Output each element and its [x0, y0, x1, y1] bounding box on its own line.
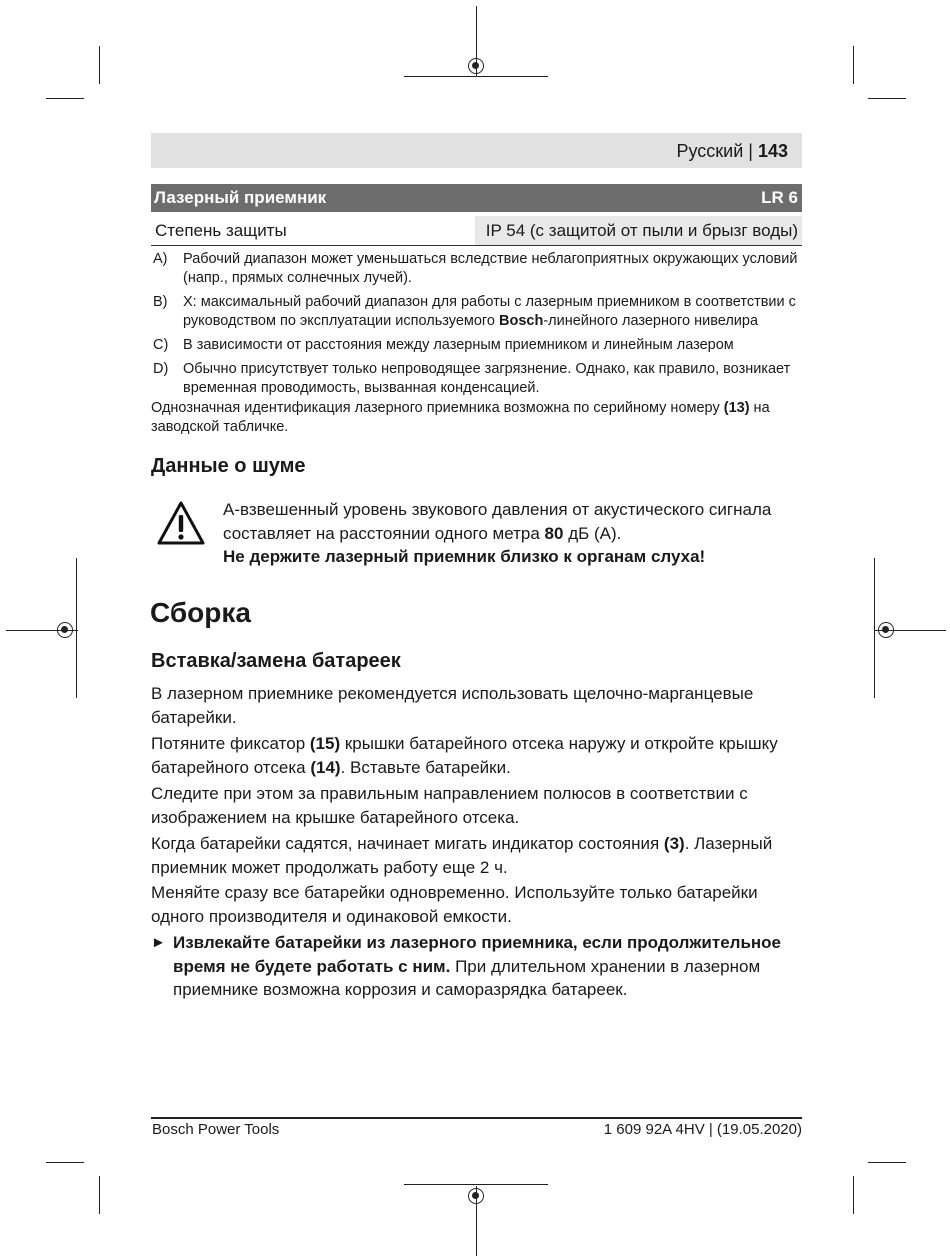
- section-title: Сборка: [150, 597, 251, 628]
- registration-target-icon: [468, 1188, 484, 1204]
- table-header-model: LR 6: [761, 188, 798, 207]
- paragraph-polarity: Следите при этом за правильным направлением полюсов в соответствии с изображением на крышке батарейного отсека.: [151, 784, 748, 827]
- paragraph-batteries-recommendation: В лазерном приемнике рекомендуется использовать щелочно-марганцевые батарейки.: [151, 684, 754, 727]
- warning-triangle-icon: [156, 500, 206, 546]
- noise-heading: Данные о шуме: [151, 455, 306, 477]
- bullet-remove-batteries: ► Извлекайте батарейки из лазерного приемника, если продолжительное время не будете работать с ним. При длительном хранении в лазерном приемнике возможна коррозия и саморазрядка батареек.: [151, 933, 782, 999]
- spec-table-header: [151, 184, 802, 212]
- header-text: Русский | 143: [676, 141, 788, 161]
- noise-text: A-взвешенный уровень звукового давления от акустического сигнала составляет на расстоянии одного метра 80 дБ (A). Не держите лазерный приемник близко к органам слуха!: [223, 500, 772, 566]
- footnote-text: X: максимальный рабочий диапазон для работы с лазерным приемником в соответствии с руководством по эксплуатации используемого Bosch-линейного лазерного нивелира: [183, 294, 796, 329]
- footnote-b: [151, 293, 802, 331]
- footnote-d: [151, 360, 802, 398]
- table-row-value: IP 54 (с защитой от пыли и брызг воды): [485, 221, 798, 240]
- footer-brand: Bosch Power Tools: [152, 1121, 280, 1138]
- page-header: [151, 133, 802, 168]
- footnote-text: В зависимости от расстояния между лазерным приемником и линейным лазером: [183, 337, 734, 353]
- footnote-key: C): [153, 337, 169, 353]
- footnote-key: B): [153, 294, 168, 310]
- page-number: 143: [757, 141, 788, 161]
- footnote-key: A): [153, 251, 168, 267]
- table-header-product: Лазерный приемник: [154, 188, 327, 207]
- bullet-arrow-icon: ►: [151, 934, 166, 951]
- paragraph-insert-batteries: Потяните фиксатор (15) крышки батарейного отсека наружу и откройте крышку батарейного отсека (14). Вставьте батарейки.: [151, 734, 778, 777]
- footnote-a: [151, 250, 802, 288]
- registration-target-icon: [57, 622, 73, 638]
- identification-paragraph: Однозначная идентификация лазерного приемника возможна по серийному номеру (13) на заводской табличке.: [151, 400, 770, 435]
- paragraph-replace-all: Меняйте сразу все батарейки одновременно. Используйте только батарейки одного производителя и одинаковой емкости.: [151, 883, 758, 926]
- footnote-key: D): [153, 361, 169, 377]
- footnote-text: Рабочий диапазон может уменьшаться вследствие неблагоприятных окружающих условий (напр., прямых солнечных лучей).: [183, 251, 798, 286]
- registration-target-icon: [468, 58, 484, 74]
- footnote-text: Обычно присутствует только непроводящее загрязнение. Однако, как правило, возникает временная проводимость, вызванная конденсацией.: [183, 361, 791, 396]
- subsection-heading: Вставка/замена батареек: [151, 650, 401, 672]
- table-row-label: Степень защиты: [155, 221, 287, 240]
- footnote-c: [151, 336, 802, 355]
- paragraph-low-battery: Когда батарейки садятся, начинает мигать индикатор состояния (3). Лазерный приемник может продолжать работу еще 2 ч.: [151, 834, 773, 877]
- footer-rule: [151, 1117, 802, 1119]
- noise-warning: Не держите лазерный приемник близко к органам слуха!: [223, 547, 706, 566]
- spec-table-row: [151, 216, 802, 246]
- footer-doc-id: 1 609 92A 4HV | (19.05.2020): [603, 1121, 802, 1138]
- registration-target-icon: [878, 622, 894, 638]
- language-label: Русский: [676, 141, 744, 161]
